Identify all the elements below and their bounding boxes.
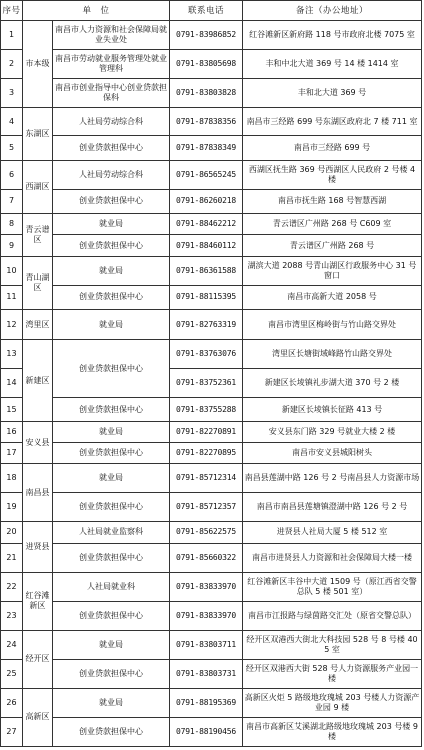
unit-cell: 创业贷款担保中心: [53, 340, 170, 398]
unit-cell: 创业贷款担保中心: [53, 235, 170, 256]
address-cell: 南昌市进贤县人力资源和社会保障局大楼一楼: [243, 543, 422, 572]
district-cell: 新建区: [23, 340, 53, 422]
district-cell: 安义县: [23, 421, 53, 463]
table-row: [1, 443, 422, 464]
phone-cell: 0791-88195369: [170, 688, 243, 717]
phone-cell: 0791-83755288: [170, 398, 243, 421]
table-row: [1, 108, 422, 136]
row-index: 27: [1, 717, 23, 746]
address-cell: 南昌市南昌县莲塘镇澄湖中路 126 号 2 号: [243, 493, 422, 522]
unit-cell: 创业贷款担保中心: [53, 136, 170, 161]
district-cell: 红谷滩新区: [23, 572, 53, 630]
phone-cell: 0791-82270895: [170, 443, 243, 464]
table-row: [1, 340, 422, 369]
phone-cell: 0791-83803731: [170, 659, 243, 688]
row-index: 3: [1, 79, 23, 108]
unit-cell: 创业贷款担保中心: [53, 717, 170, 746]
row-index: 11: [1, 285, 23, 310]
district-cell: 湾里区: [23, 310, 53, 340]
unit-cell: 人社局就业科: [53, 572, 170, 601]
address-cell: 南昌市湾里区梅岭街与竹山路交界处: [243, 310, 422, 340]
unit-cell: 就业局: [53, 214, 170, 235]
table-row: [1, 285, 422, 310]
phone-cell: 0791-83763076: [170, 340, 243, 369]
address-cell: 安义县东门路 329 号就业大楼 2 楼: [243, 421, 422, 442]
phone-cell: 0791-83986852: [170, 21, 243, 50]
table-row: [1, 310, 422, 340]
phone-cell: 0791-83752361: [170, 369, 243, 398]
address-cell: 红谷滩新区新府路 118 号市政府北楼 7075 室: [243, 21, 422, 50]
table-row: [1, 189, 422, 214]
row-index: 9: [1, 235, 23, 256]
table-row: [1, 522, 422, 543]
unit-cell: 创业贷款担保中心: [53, 285, 170, 310]
table-row: [1, 464, 422, 493]
row-index: 7: [1, 189, 23, 214]
district-cell: 南昌县: [23, 464, 53, 522]
row-index: 15: [1, 398, 23, 421]
table-row: [1, 398, 422, 421]
address-cell: 南昌市高新大道 2058 号: [243, 285, 422, 310]
unit-cell: 创业贷款担保中心: [53, 443, 170, 464]
address-cell: 进贤县人社局大厦 5 楼 512 室: [243, 522, 422, 543]
district-cell: 经开区: [23, 630, 53, 688]
phone-cell: 0791-85712314: [170, 464, 243, 493]
unit-cell: 人社局劳动综合科: [53, 108, 170, 136]
table-row: [1, 717, 422, 746]
unit-cell: 创业贷款担保中心: [53, 659, 170, 688]
unit-cell: 南昌市创业指导中心创业贷款担保科: [53, 79, 170, 108]
phone-cell: 0791-85622575: [170, 522, 243, 543]
table-row: [1, 214, 422, 235]
table-row: [1, 136, 422, 161]
table-row: [1, 601, 422, 630]
phone-cell: 0791-88190456: [170, 717, 243, 746]
phone-cell: 0791-82763319: [170, 310, 243, 340]
table-row: [1, 688, 422, 717]
table-row: [1, 630, 422, 659]
phone-cell: 0791-88462212: [170, 214, 243, 235]
district-cell: 东湖区: [23, 108, 53, 160]
address-cell: 南昌市高新区艾溪湖北路级地玫瑰城 203 号楼 9 楼: [243, 717, 422, 746]
row-index: 12: [1, 310, 23, 340]
district-cell: 西湖区: [23, 160, 53, 214]
address-cell: 新建区长堎镇礼步湖大道 370 号 2 楼: [243, 369, 422, 398]
phone-cell: 0791-88460112: [170, 235, 243, 256]
unit-cell: 人社局就业监察科: [53, 522, 170, 543]
row-index: 5: [1, 136, 23, 161]
row-index: 23: [1, 601, 23, 630]
unit-cell: 就业局: [53, 310, 170, 340]
row-index: 4: [1, 108, 23, 136]
header-address: 备注（办公地址）: [243, 1, 422, 21]
address-cell: 湖滨大道 2088 号青山湖区行政服务中心 31 号窗口: [243, 256, 422, 285]
row-index: 14: [1, 369, 23, 398]
row-index: 24: [1, 630, 23, 659]
row-index: 8: [1, 214, 23, 235]
district-cell: 进贤县: [23, 522, 53, 572]
phone-cell: 0791-83833970: [170, 572, 243, 601]
address-cell: 丰和中北大道 369 号 14 楼 1414 室: [243, 50, 422, 79]
row-index: 2: [1, 50, 23, 79]
table-row: [1, 421, 422, 442]
address-cell: 南昌市三经路 699 号: [243, 136, 422, 161]
address-cell: 青云谱区广州路 268 号: [243, 235, 422, 256]
unit-cell: 就业局: [53, 421, 170, 442]
district-cell: 高新区: [23, 688, 53, 746]
unit-cell: 南昌市劳动就业服务管理处就业管理科: [53, 50, 170, 79]
unit-cell: 创业贷款担保中心: [53, 543, 170, 572]
table-row: [1, 50, 422, 79]
unit-cell: 就业局: [53, 256, 170, 285]
unit-cell: 就业局: [53, 464, 170, 493]
row-index: 26: [1, 688, 23, 717]
address-cell: 丰和北大道 369 号: [243, 79, 422, 108]
row-index: 20: [1, 522, 23, 543]
row-index: 1: [1, 21, 23, 50]
address-cell: 青云谱区广州路 268 号 C609 室: [243, 214, 422, 235]
row-index: 10: [1, 256, 23, 285]
phone-cell: 0791-85712357: [170, 493, 243, 522]
address-cell: 南昌市抚生路 168 号智慧西湖: [243, 189, 422, 214]
row-index: 17: [1, 443, 23, 464]
table-row: [1, 659, 422, 688]
address-cell: 经开区双港西大街 528 号人力资源服务产业园一楼: [243, 659, 422, 688]
phone-cell: 0791-86361588: [170, 256, 243, 285]
address-cell: 高新区火炬 5 路级地玫瑰城 203 号楼人力资源产业园 9 楼: [243, 688, 422, 717]
unit-cell: 就业局: [53, 688, 170, 717]
address-cell: 南昌市江报路与绿茵路交汇处（原省交警总队）: [243, 601, 422, 630]
row-index: 18: [1, 464, 23, 493]
phone-cell: 0791-87838356: [170, 108, 243, 136]
row-index: 21: [1, 543, 23, 572]
district-cell: 青山湖区: [23, 256, 53, 310]
unit-cell: 人社局劳动综合科: [53, 160, 170, 189]
address-cell: 南昌县莲湖中路 126 号 2 号南昌县人力资源市场: [243, 464, 422, 493]
phone-cell: 0791-82270891: [170, 421, 243, 442]
row-index: 6: [1, 160, 23, 189]
phone-cell: 0791-83803711: [170, 630, 243, 659]
header-row: [1, 1, 422, 21]
table-row: [1, 572, 422, 601]
phone-cell: 0791-83805698: [170, 50, 243, 79]
unit-cell: 创业贷款担保中心: [53, 189, 170, 214]
header-unit: 单 位: [23, 1, 170, 21]
phone-cell: 0791-88115395: [170, 285, 243, 310]
table-row: [1, 21, 422, 50]
phone-cell: 0791-83803828: [170, 79, 243, 108]
unit-cell: 南昌市人力资源和社会保障局就业失业处: [53, 21, 170, 50]
address-cell: 红谷滩新区丰谷中大道 1509 号（原江西省交警总队 5 楼 501 室）: [243, 572, 422, 601]
row-index: 22: [1, 572, 23, 601]
table-row: [1, 79, 422, 108]
phone-cell: 0791-85660322: [170, 543, 243, 572]
phone-cell: 0791-83833970: [170, 601, 243, 630]
row-index: 16: [1, 421, 23, 442]
table-row: [1, 543, 422, 572]
phone-cell: 0791-86260218: [170, 189, 243, 214]
row-index: 25: [1, 659, 23, 688]
district-cell: 青云谱区: [23, 214, 53, 256]
address-cell: 南昌市安义县城阳树头: [243, 443, 422, 464]
table-row: [1, 235, 422, 256]
header-index: 序号: [1, 1, 23, 21]
row-index: 19: [1, 493, 23, 522]
address-cell: 湾里区长塘街域峰路竹山路交界处: [243, 340, 422, 369]
phone-cell: 0791-87838349: [170, 136, 243, 161]
row-index: 13: [1, 340, 23, 369]
unit-cell: 创业贷款担保中心: [53, 601, 170, 630]
unit-cell: 创业贷款担保中心: [53, 493, 170, 522]
table-row: [1, 493, 422, 522]
unit-cell: 创业贷款担保中心: [53, 398, 170, 421]
address-cell: 新建区长堎镇长征路 413 号: [243, 398, 422, 421]
phone-cell: 0791-86565245: [170, 160, 243, 189]
address-cell: 西湖区抚生路 369 号西湖区人民政府 2 号楼 4 楼: [243, 160, 422, 189]
unit-cell: 就业局: [53, 630, 170, 659]
address-cell: 经开区双港西大街北大科技园 528 号 8 号楼 405 室: [243, 630, 422, 659]
district-cell: 市本级: [23, 21, 53, 108]
table-row: [1, 256, 422, 285]
address-cell: 南昌市三经路 699 号东湖区政府北 7 楼 711 室: [243, 108, 422, 136]
header-phone: 联系电话: [170, 1, 243, 21]
table-row: [1, 160, 422, 189]
